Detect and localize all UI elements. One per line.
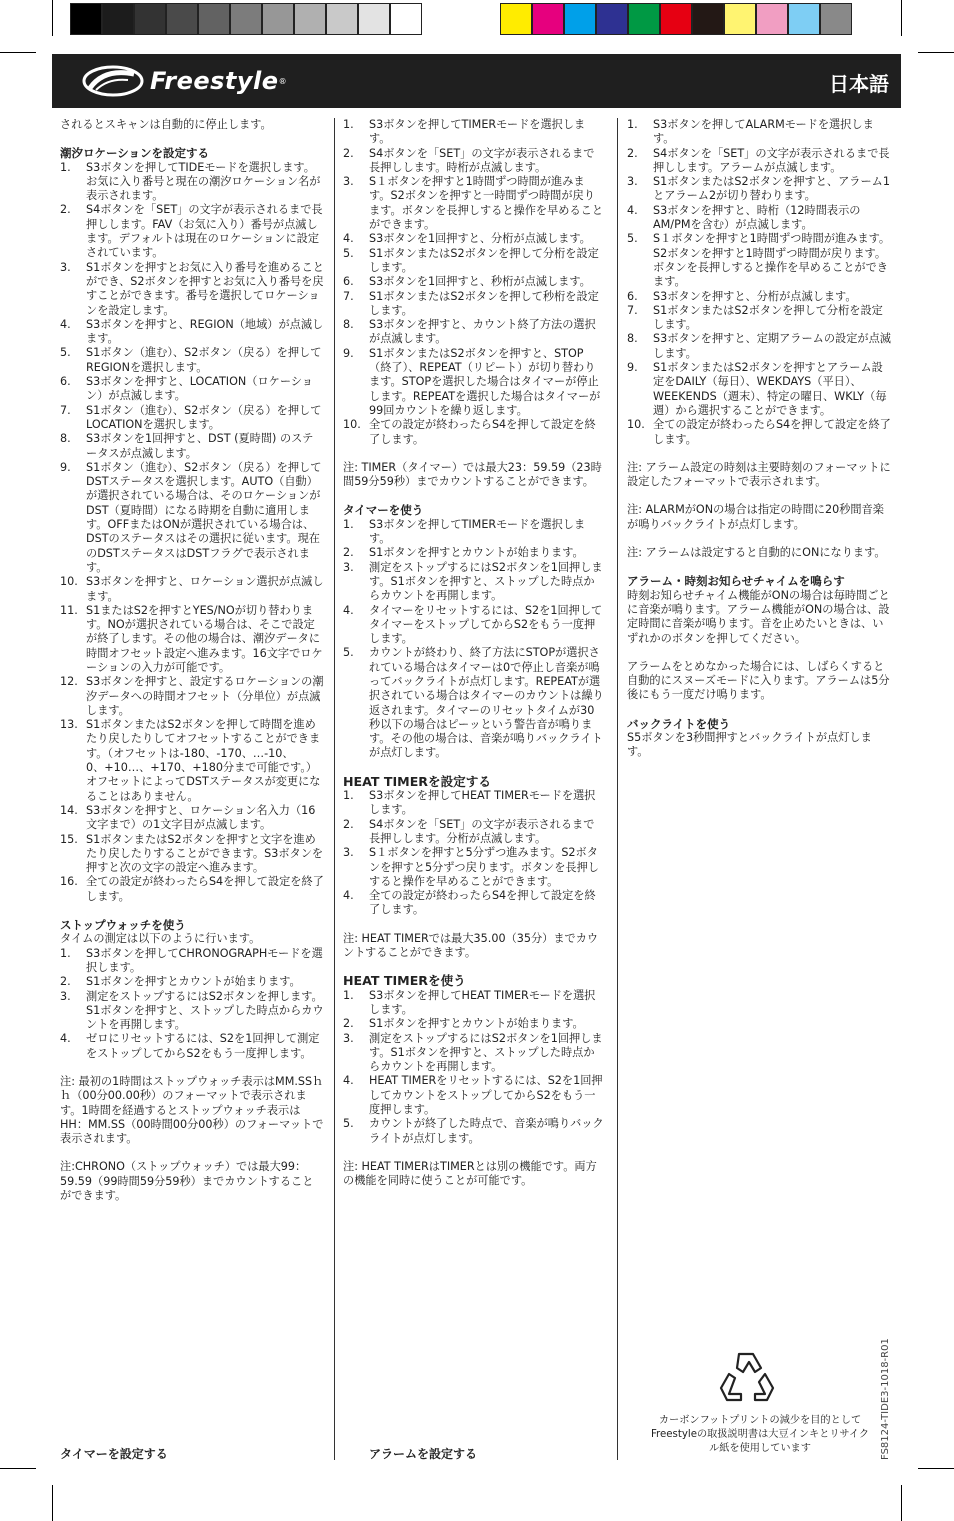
step-number: 5. — [343, 646, 354, 660]
step-number: 5. — [343, 1117, 354, 1131]
list-item — [343, 290, 605, 319]
step-text: S1またはS2を押すとYES/NOが切り替わります。NOが選択されている場合は、そこで設定が終了します。その他の場合は、潮汐データに時間オフセット設定へ進みます。16文字でロケーションの入力が可能です。 — [86, 603, 323, 674]
step-number: 2. — [343, 1017, 354, 1031]
list-item — [343, 318, 605, 347]
list-item — [343, 418, 605, 447]
list-item — [60, 604, 324, 675]
step-number: 2. — [60, 203, 71, 217]
step-text: S1ボタンを押すとお気に入り番号を進めることができ、S2ボタンを押すとお気に入り番号を戻すことができます。番号を選択してロケーションを設定します。 — [86, 260, 324, 317]
step-number: 1. — [60, 160, 71, 174]
list-item — [343, 232, 605, 246]
step-number: 9. — [343, 346, 354, 360]
list-item — [60, 575, 324, 604]
step-number: 10. — [60, 575, 78, 589]
backlight-text: S5ボタンを3秒間押すとバックライトが点灯します。 — [627, 730, 872, 759]
crop-mark — [901, 1485, 902, 1521]
step-text: S1ボタンまたはS2ボタンを押すとアラーム設定をDAILY（毎日）、WEKDAYS（平日）、WEEKENDS（週末）、特定の曜日、WKLY（毎週）から選択することができます。 — [653, 361, 887, 417]
list-item — [60, 875, 324, 904]
step-number: 1. — [343, 789, 354, 803]
step-text: S1ボタンまたはS2ボタンを押して秒桁を設定します。 — [369, 289, 599, 317]
step-number: 4. — [343, 232, 354, 246]
step-number: 3. — [627, 175, 638, 189]
timer-use-steps — [343, 518, 605, 761]
step-text: S1ボタンを押すとカウントが始まります。 — [369, 1017, 584, 1031]
step-number: 13. — [60, 718, 78, 732]
color-swatch — [198, 3, 230, 35]
step-text: S3ボタンを押すと、REGION（地域）が点滅します。 — [86, 317, 324, 346]
step-number: 1. — [60, 946, 71, 960]
step-text: S3ボタンを押すと、カウント終了方法の選択が点滅します。 — [369, 318, 596, 346]
step-text: S１ボタンを押すと1時間ずつ時間が進みます。S2ボタンを押すと一時間ずつ時間が戻ります。ボタンを長押しすると操作を早めることができます。 — [369, 175, 604, 232]
language-label: 日本語 — [829, 72, 889, 96]
list-item — [343, 846, 605, 889]
list-item — [343, 347, 605, 418]
chime-text-2: アラームをとめなかった場合には、しばらくすると自動的にスヌーズモードに入ります。アラームは5分後にもう一度だけ鳴ります。 — [627, 659, 890, 702]
step-number: 4. — [343, 1074, 354, 1088]
step-number: 7. — [343, 289, 354, 303]
list-item — [343, 818, 605, 847]
section-heading-backlight: バックライトを使う — [627, 716, 731, 731]
step-number: 2. — [343, 817, 354, 831]
step-number: 12. — [60, 675, 78, 689]
section-heading-chime: アラーム・時刻お知らせチャイムを鳴らす — [627, 574, 845, 589]
step-text: S1ボタン（進む）、S2ボタン（戻る）を押してREGIONを選択します。 — [86, 346, 322, 374]
step-text: S1ボタンまたはS2ボタンを押すと文字を進めたり戻したりすることができます。S3ボタンを押すと次の文字の設定へ進みます。 — [86, 832, 324, 875]
list-item — [627, 204, 891, 233]
step-text: S1ボタンを押すとカウントが始まります。 — [86, 975, 301, 989]
intro-text: されるとスキャンは自動的に停止します。 — [60, 118, 272, 131]
step-number: 5. — [60, 346, 71, 360]
list-item — [627, 332, 891, 361]
step-number: 2. — [60, 975, 71, 989]
brand-name: Freestyle — [150, 67, 279, 95]
section-heading-heat-use: HEAT TIMERを使う — [343, 973, 466, 989]
color-swatch — [262, 3, 294, 35]
step-text: S3ボタンを押すと、LOCATION（ロケーション）が点滅します。 — [86, 375, 313, 403]
color-swatch — [788, 3, 820, 35]
list-item — [60, 461, 324, 575]
list-item — [60, 404, 324, 433]
step-number: 8. — [60, 432, 71, 446]
step-text: S3ボタンを押してTIMERモードを選択します。 — [369, 517, 586, 546]
section-heading-alarm-set: アラームを設定する — [369, 1447, 478, 1461]
step-number: 1. — [627, 118, 638, 131]
step-number: 10. — [343, 418, 361, 432]
list-item — [60, 261, 324, 318]
step-number: 6. — [60, 375, 71, 389]
heat-use-steps — [343, 989, 605, 1146]
crop-mark — [918, 52, 954, 53]
step-text: 全ての設定が終わったらS4を押して設定を終了します。 — [86, 875, 324, 903]
list-item — [343, 1032, 605, 1075]
list-item — [60, 1032, 324, 1061]
list-item — [627, 304, 891, 333]
step-number: 4. — [343, 603, 354, 617]
step-text: S1ボタンまたはS2ボタンを押すと、STOP（終了）、REPEAT（リピート）が切り替わります。STOPを選択した場合はタイマーが停止します。REPEATを選択した場合はタイマーが99回カウントを繰り返します。 — [369, 346, 601, 417]
step-number: 9. — [627, 361, 638, 375]
step-text: S1ボタン（進む）、S2ボタン（戻る）を押してLOCATIONを選択します。 — [86, 403, 322, 431]
registered-mark: ® — [278, 76, 287, 86]
stopwatch-steps — [60, 947, 324, 1061]
color-swatch — [756, 3, 788, 35]
list-item — [343, 604, 605, 647]
list-item — [627, 232, 891, 289]
list-item — [343, 1017, 605, 1031]
list-item — [343, 118, 605, 147]
step-text: S1ボタンまたはS2ボタンを押して分桁を設定します。 — [653, 303, 883, 332]
alarm-set-steps — [627, 118, 891, 447]
step-number: 4. — [60, 317, 71, 331]
step-text: 測定をストップするにはS2ボタンを押します。S1ボタンを押すと、ストップした時点からカウントを再開します。 — [86, 989, 324, 1032]
list-item — [627, 175, 891, 204]
step-number: 8. — [343, 318, 354, 332]
step-text: S3ボタンを押してALARMモードを選択します。 — [653, 118, 874, 146]
step-number: 8. — [627, 332, 638, 346]
step-number: 9. — [60, 460, 71, 474]
column-3 — [627, 118, 891, 774]
step-text: S4ボタンを「SET」の文字が表示されるまで長押しします。アラームが点滅します。 — [653, 146, 890, 174]
list-item — [343, 646, 605, 760]
section-heading-tide: 潮汐ロケーションを設定する — [60, 146, 210, 161]
heat-use-note: 注: HEAT TIMERはTIMERとは別の機能です。両方の機能を同時に使うことが可能です。 — [343, 1159, 597, 1188]
list-item — [343, 561, 605, 604]
freestyle-logo-icon — [82, 64, 144, 98]
step-text: S3ボタンを1回押すと、DST (夏時間) のステータスが点滅します。 — [86, 432, 314, 460]
step-text: S4ボタンを「SET」の文字が表示されるまで長押しします。時桁が点滅します。 — [369, 146, 595, 174]
list-item — [343, 1117, 605, 1146]
step-text: S3ボタンを押してTIMERモードを選択します。 — [369, 118, 586, 146]
brand-logo — [82, 64, 287, 98]
step-text: 測定をストップするにはS2ボタンを1回押します。S1ボタンを押すと、ストップした時点からカウントを再開します。 — [369, 560, 603, 603]
step-text: S１ボタンを押すと1時間ずつ時間が進みます。S2ボタンを押すと1時間ずつ時間が戻ります。ボタンを長押しすると操作を早めることができます。 — [653, 232, 891, 289]
list-item — [627, 290, 891, 304]
column-2 — [343, 118, 605, 1202]
step-number: 3. — [343, 846, 354, 860]
color-swatch — [596, 3, 628, 35]
list-item — [627, 361, 891, 418]
step-text: 全ての設定が終わったらS4を押して設定を終了します。 — [369, 418, 596, 446]
list-item — [60, 346, 324, 375]
step-text: S4ボタンを「SET」の文字が表示されるまで長押しします。FAV（お気に入り）番号が点滅します。デフォルトは現在のロケーションに設定されています。 — [86, 203, 323, 260]
list-item — [343, 989, 605, 1018]
step-number: 6. — [627, 289, 638, 303]
color-swatch — [724, 3, 756, 35]
list-item — [627, 118, 891, 147]
color-swatch — [166, 3, 198, 35]
step-text: S3ボタンを押してCHRONOGRAPHモードを選択します。 — [86, 946, 323, 974]
step-number: 7. — [627, 303, 638, 317]
step-number: 14. — [60, 803, 78, 817]
grayscale-color-bar — [70, 3, 422, 35]
color-swatch — [660, 3, 692, 35]
step-number: 3. — [343, 560, 354, 574]
process-color-bar — [500, 3, 852, 35]
color-swatch — [500, 3, 532, 35]
crop-mark — [52, 1485, 53, 1521]
color-swatch — [532, 3, 564, 35]
crop-mark — [901, 0, 902, 36]
section-heading-timer-set: タイマーを設定する — [60, 1447, 168, 1461]
step-number: 6. — [343, 275, 354, 289]
step-text: HEAT TIMERをリセットするには、S2を1回押してカウントをストップしてからS2をもう一度押します。 — [369, 1074, 603, 1116]
recycle-icon — [715, 1348, 779, 1410]
column-divider — [617, 118, 618, 1460]
heat-set-steps — [343, 789, 605, 918]
alarm-note-2: 注: ALARMがONの場合は指定の時間に20秒間音楽が鳴りバックライトが点灯します。 — [627, 503, 884, 531]
step-text: S1ボタン（進む）、S2ボタン（戻る）を押してDSTステータスを選択します。AUTO（自動）が選択されている場合は、そのロケーションがDST（夏時間）になる時期を自動に適用します。OFFまたはONが選択されている場合は、DSTのステータスはその選択に従います。現在のDSTステータスはDSTフラグで表示されます。 — [86, 460, 322, 574]
color-swatch — [230, 3, 262, 35]
header-bar — [52, 54, 901, 108]
alarm-note-1: 注: アラーム設定の時刻は主要時刻のフォーマットに設定したフォーマットで表示されます。 — [627, 460, 891, 489]
step-number: 3. — [60, 989, 71, 1003]
step-text: ゼロにリセットするには、S2を1回押して測定をストップしてからS2をもう一度押します。 — [86, 1032, 320, 1060]
step-number: 15. — [60, 832, 78, 846]
crop-mark — [52, 0, 53, 36]
document-code: FS8124-TIDE3-1018-R01 — [880, 1338, 891, 1460]
step-number: 1. — [343, 118, 354, 131]
step-number: 5. — [627, 232, 638, 246]
section-heading-stopwatch: ストップウォッチを使う — [60, 918, 186, 933]
list-item — [60, 718, 324, 804]
column-1 — [60, 118, 324, 1217]
list-item — [343, 147, 605, 176]
color-swatch — [326, 3, 358, 35]
list-item — [60, 990, 324, 1033]
heat-set-note: 注: HEAT TIMERでは最大35.00（35分）までカウントすることができます。 — [343, 931, 599, 960]
step-text: S3ボタンを押してHEAT TIMERモードを選択します。 — [369, 789, 596, 817]
list-item — [343, 546, 605, 560]
color-swatch — [692, 3, 724, 35]
list-item — [60, 833, 324, 876]
step-text: S3ボタンを押すと、ロケーション名入力（16文字まで）の1文字目が点滅します。 — [86, 803, 316, 832]
color-swatch — [70, 3, 102, 35]
crop-mark — [918, 1468, 954, 1469]
step-number: 2. — [343, 146, 354, 160]
step-text: S3ボタンを押すと、時桁（12時間表示のAM/PMを含む）が点滅します。 — [653, 203, 861, 232]
color-swatch — [564, 3, 596, 35]
step-text: 全ての設定が終わったらS4を押して設定を終了します。 — [369, 889, 596, 917]
list-item — [343, 175, 605, 232]
list-item — [627, 418, 891, 447]
list-item — [60, 161, 324, 204]
list-item — [343, 247, 605, 276]
list-item — [343, 275, 605, 289]
section-heading-heat-set: HEAT TIMERを設定する — [343, 773, 491, 789]
timer-set-steps — [343, 118, 605, 447]
crop-mark — [0, 1468, 36, 1469]
list-item — [60, 675, 324, 718]
list-item — [343, 1074, 605, 1117]
stopwatch-note-1: 注: 最初の1時間はストップウォッチ表示はMM.SSｈｈ（00分00.00秒）のフォーマットで表示されます。1時間を経過するとストップウォッチ表示はHH：MM.SS（00時間00分00秒）のフォーマットで表示されます。 — [60, 1075, 324, 1146]
step-number: 4. — [60, 1032, 71, 1046]
step-text: カウントが終了した時点で、音楽が鳴りバックライトが点灯します。 — [369, 1117, 604, 1145]
crop-mark — [0, 52, 36, 53]
step-number: 11. — [60, 603, 78, 617]
list-item — [60, 375, 324, 404]
step-number: 3. — [60, 260, 71, 274]
chime-text-1: 時刻お知らせチャイム機能がONの場合は毎時間ごとに音楽が鳴ります。アラーム機能がONの場合は、設定時間に音楽が鳴ります。音を止めたいときは、いずれかのボタンを押してください。 — [627, 588, 890, 645]
step-text: タイマーをリセットするには、S2を1回押してタイマーをストップしてからS2をもう一度押します。 — [369, 603, 603, 646]
step-text: S3ボタンを押すと、定期アラームの設定が点滅します。 — [653, 332, 891, 360]
step-number: 3. — [343, 1031, 354, 1045]
step-text: S3ボタンを押すと、分桁が点滅します。 — [653, 289, 857, 303]
timer-note: 注: TIMER（タイマー）では最大23：59.59（23時間59分59秒）までカウントすることができます。 — [343, 460, 602, 489]
step-number: 1. — [343, 988, 354, 1002]
recycle-note: カーボンフットプリントの減少を目的としてFreestyleの取扱説明書は大豆インキとリサイクル紙を使用しています — [650, 1415, 870, 1454]
step-number: 4. — [627, 203, 638, 217]
step-text: S3ボタンを1回押すと、秒桁が点滅します。 — [369, 275, 591, 289]
color-swatch — [628, 3, 660, 35]
color-swatch — [294, 3, 326, 35]
step-text: S１ボタンを押すと5分ずつ進みます。S2ボタンを押すと5分ずつ戻ります。ボタンを長押しすると操作を早めることができます。 — [369, 846, 599, 888]
stopwatch-note-2: 注:CHRONO（ストップウォッチ）では最大99：59.59（99時間59分59秒）までカウントすることができます。 — [60, 1160, 314, 1203]
list-item — [343, 889, 605, 918]
list-item — [60, 318, 324, 347]
color-swatch — [102, 3, 134, 35]
color-swatch — [820, 3, 852, 35]
step-text: S1ボタンを押すとカウントが始まります。 — [369, 546, 584, 560]
step-text: S4ボタンを「SET」の文字が表示されるまで長押しします。分桁が点滅します。 — [369, 817, 595, 845]
list-item — [627, 147, 891, 176]
stopwatch-lead: タイムの測定は以下のように行います。 — [60, 932, 261, 946]
color-swatch — [134, 3, 166, 35]
section-heading-timer-use: タイマーを使う — [343, 503, 424, 518]
step-number: 5. — [343, 246, 354, 260]
step-text: S3ボタンを押してTIDEモードを選択します。お気に入り番号と現在の潮汐ロケーション名が表示されます。 — [86, 160, 321, 203]
step-text: S1ボタンまたはS2ボタンを押して時間を進めたり戻したりしてオフセットすることができます。（オフセットは-180、-170、…-10、0、+10…、+170、+180分まで可能です。）オフセットによってDSTステータスが変更になることはありません。 — [86, 718, 321, 803]
list-item — [343, 789, 605, 818]
step-text: S3ボタンを押すと、設定するロケーションの潮汐データへの時間オフセット（分単位）が点滅します。 — [86, 675, 324, 717]
step-number: 4. — [343, 889, 354, 903]
list-item — [60, 432, 324, 461]
list-item — [343, 518, 605, 547]
list-item — [60, 975, 324, 989]
step-text: S3ボタンを1回押すと、分桁が点滅します。 — [369, 232, 591, 246]
step-text: カウントが終わり、終了方法にSTOPが選択されている場合はタイマーは0で停止し音楽が鳴ってバックライトが点灯します。REPEATが選択されている場合はタイマーのカウントは繰り返されます。タイマーのリセットタイムが30秒以下の場合はピーッという警告音が鳴ります。その他の場合は、音楽が鳴りバックライトが点灯します。 — [369, 646, 604, 760]
step-text: 全ての設定が終わったらS4を押して設定を終了します。 — [653, 418, 891, 446]
step-text: 測定をストップするにはS2ボタンを1回押します。S1ボタンを押すと、ストップした時点からカウントを再開します。 — [369, 1031, 603, 1074]
step-number: 2. — [343, 546, 354, 560]
step-text: S3ボタンを押してHEAT TIMERモードを選択します。 — [369, 988, 596, 1016]
column-divider — [334, 118, 335, 1460]
step-number: 1. — [343, 517, 354, 531]
step-number: 2. — [627, 146, 638, 160]
list-item — [60, 804, 324, 833]
step-text: S1ボタンまたはS2ボタンを押して分桁を設定します。 — [369, 246, 599, 274]
step-number: 3. — [343, 175, 354, 189]
step-text: S3ボタンを押すと、ロケーション選択が点滅します。 — [86, 575, 324, 603]
color-swatch — [390, 3, 422, 35]
color-swatch — [358, 3, 390, 35]
list-item — [60, 203, 324, 260]
step-number: 7. — [60, 403, 71, 417]
alarm-note-3: 注: アラームは設定すると自動的にONになります。 — [627, 546, 886, 560]
list-item — [60, 947, 324, 976]
step-text: S1ボタンまたはS2ボタンを押すと、アラーム1とアラーム2が切り替わります。 — [653, 175, 890, 203]
tide-steps — [60, 161, 324, 904]
step-number: 10. — [627, 418, 645, 432]
step-number: 16. — [60, 875, 78, 889]
